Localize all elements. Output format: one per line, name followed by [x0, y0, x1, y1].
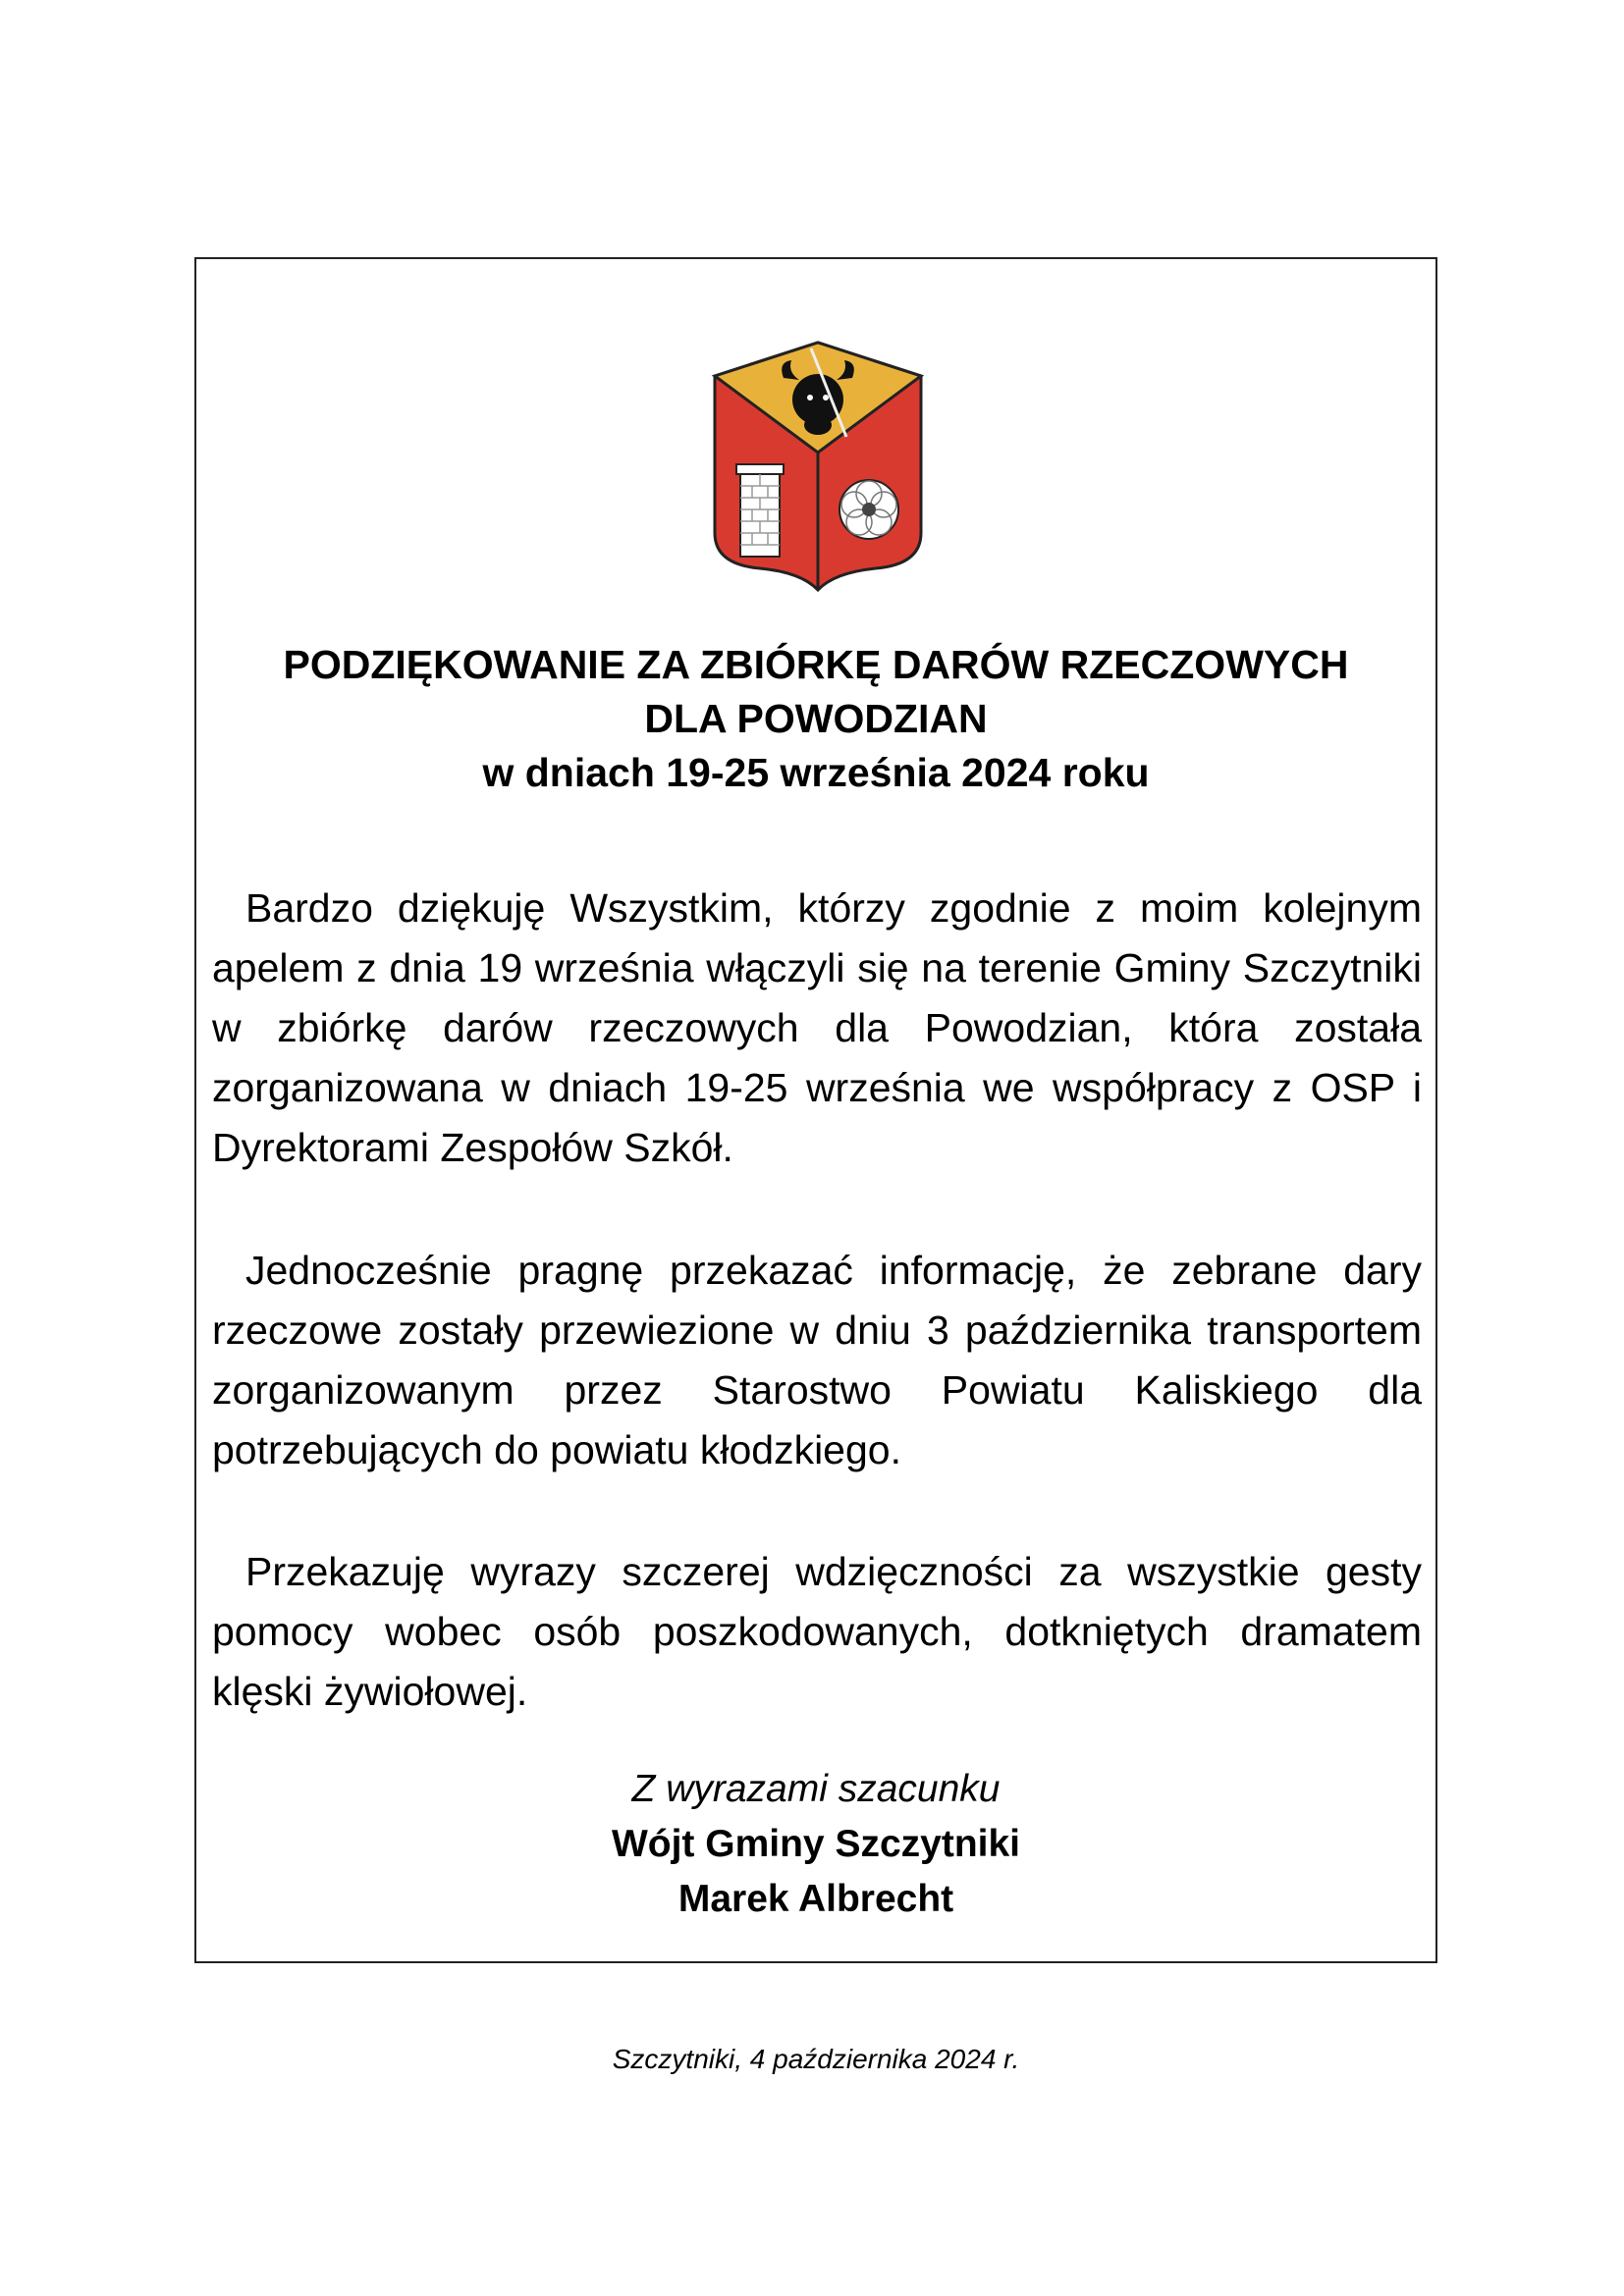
- paragraph-2: [212, 1241, 1422, 1480]
- paragraph-1-text: Bardzo dziękuję Wszystkim, którzy zgodnie z moim kolejnym apelem z dnia 19 września włączyli się na terenie Gminy Szczytniki w zbiórkę darów rzeczowych dla Powodzian, która została zorganizowana w dniach 19-25 września we współpracy z OSP i Dyrektorami Zespołów Szkół.: [212, 885, 1422, 1170]
- document-title: [194, 638, 1437, 800]
- signatory-name: Marek Albrecht: [677, 1878, 954, 1920]
- signatory-position: Wójt Gminy Szczytniki: [611, 1823, 1021, 1865]
- title-line-2: DLA POWODZIAN: [644, 696, 988, 741]
- signature-block: [194, 1762, 1437, 1927]
- title-line-3: w dniach 19-25 września 2024 roku: [482, 750, 1150, 795]
- paragraph-3: [212, 1542, 1422, 1722]
- paragraph-1: [212, 879, 1422, 1178]
- coat-of-arms-icon: [709, 337, 927, 594]
- closing-greeting: Z wyrazami szacunku: [631, 1768, 1001, 1810]
- place-and-date: Szczytniki, 4 października 2024 r.: [612, 2044, 1020, 2074]
- title-line-1: PODZIĘKOWANIE ZA ZBIÓRKĘ DARÓW RZECZOWYCH: [283, 642, 1349, 687]
- paragraph-3-text: Przekazuję wyrazy szczerej wdzięczności za wszystkie gesty pomocy wobec osób poszkodowanych, dotkniętych dramatem klęski żywiołowej.: [212, 1549, 1422, 1714]
- paragraph-2-text: Jednocześnie pragnę przekazać informację, że zebrane dary rzeczowe zostały przewiezione w dniu 3 października transportem zorganizowanym przez Starostwo Powiatu Kaliskiego dla potrzebujących do powiatu kłodzkiego.: [212, 1248, 1422, 1472]
